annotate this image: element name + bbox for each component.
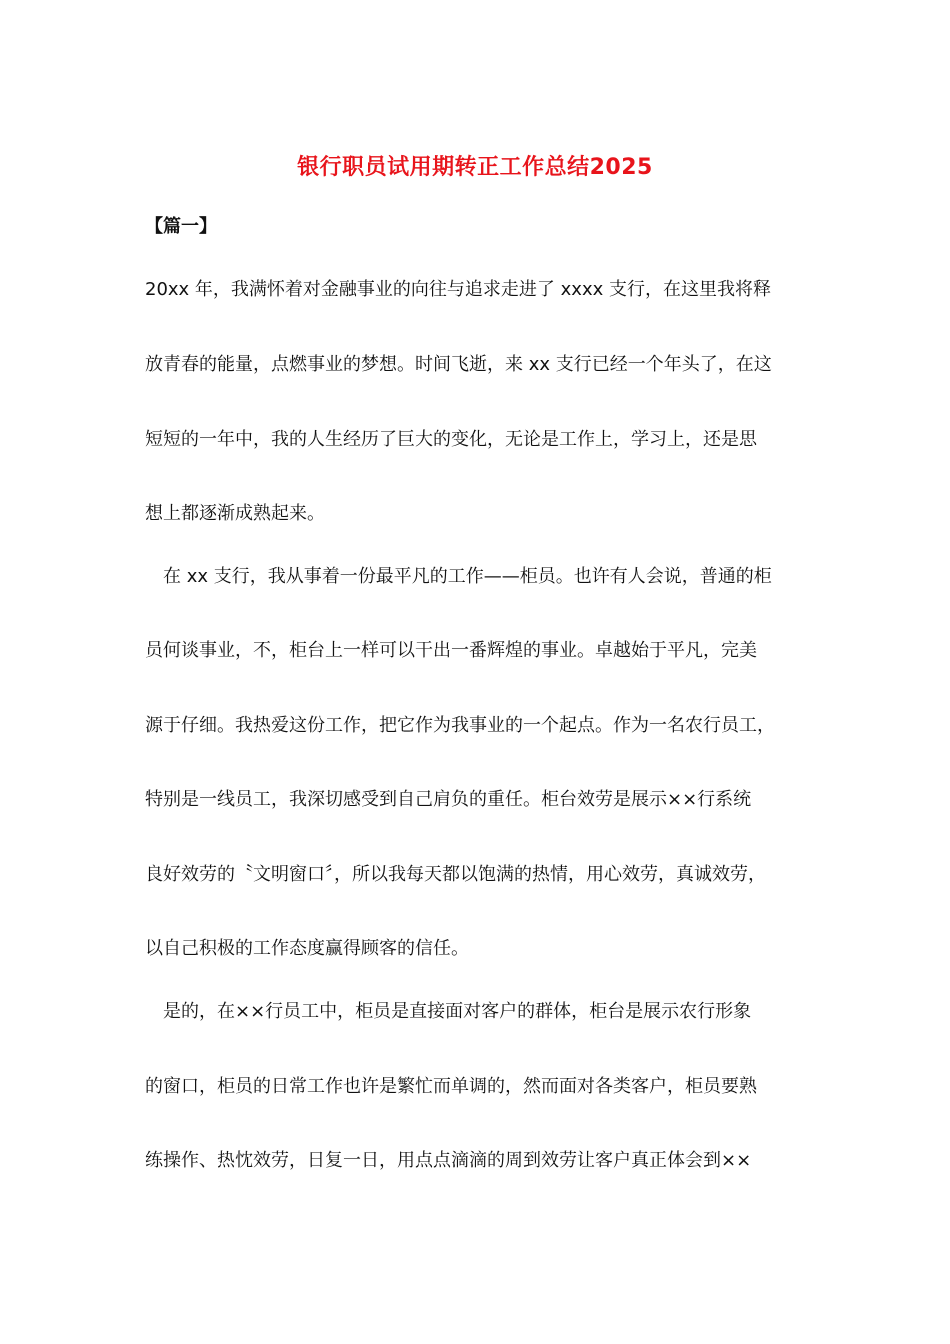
- document-title: 银行职员试用期转正工作总结2025: [297, 155, 653, 180]
- body-line: 特别是一线员工，我深切感受到自己肩负的重任。柜台效劳是展示××行系统: [145, 789, 752, 810]
- body-line: 短短的一年中，我的人生经历了巨大的变化，无论是工作上，学习上，还是思: [145, 429, 757, 450]
- body-line: 源于仔细。我热爱这份工作，把它作为我事业的一个起点。作为一名农行员工，: [145, 715, 775, 736]
- body-line: 的窗口，柜员的日常工作也许是繁忙而单调的，然而面对各类客户，柜员要熟: [145, 1076, 757, 1097]
- body-line: 20xx 年，我满怀着对金融事业的向往与追求走进了 xxxx 支行，在这里我将释: [145, 279, 771, 300]
- section-label: 【篇一】: [145, 216, 217, 237]
- body-line: 是的，在××行员工中，柜员是直接面对客户的群体，柜台是展示农行形象: [163, 1001, 752, 1022]
- body-line: 以自己积极的工作态度赢得顾客的信任。: [145, 938, 469, 959]
- body-line: 放青春的能量，点燃事业的梦想。时间飞逝，来 xx 支行已经一个年头了，在这: [145, 354, 772, 375]
- body-line: 良好效劳的〝文明窗口〞，所以我每天都以饱满的热情，用心效劳，真诚效劳，: [145, 864, 766, 885]
- body-line: 练操作、热忱效劳，日复一日，用点点滴滴的周到效劳让客户真正体会到××: [145, 1150, 752, 1171]
- body-line: 想上都逐渐成熟起来。: [145, 503, 325, 524]
- body-line: 员何谈事业，不，柜台上一样可以干出一番辉煌的事业。卓越始于平凡，完美: [145, 640, 757, 661]
- body-line: 在 xx 支行，我从事着一份最平凡的工作——柜员。也许有人会说，普通的柜: [163, 566, 772, 587]
